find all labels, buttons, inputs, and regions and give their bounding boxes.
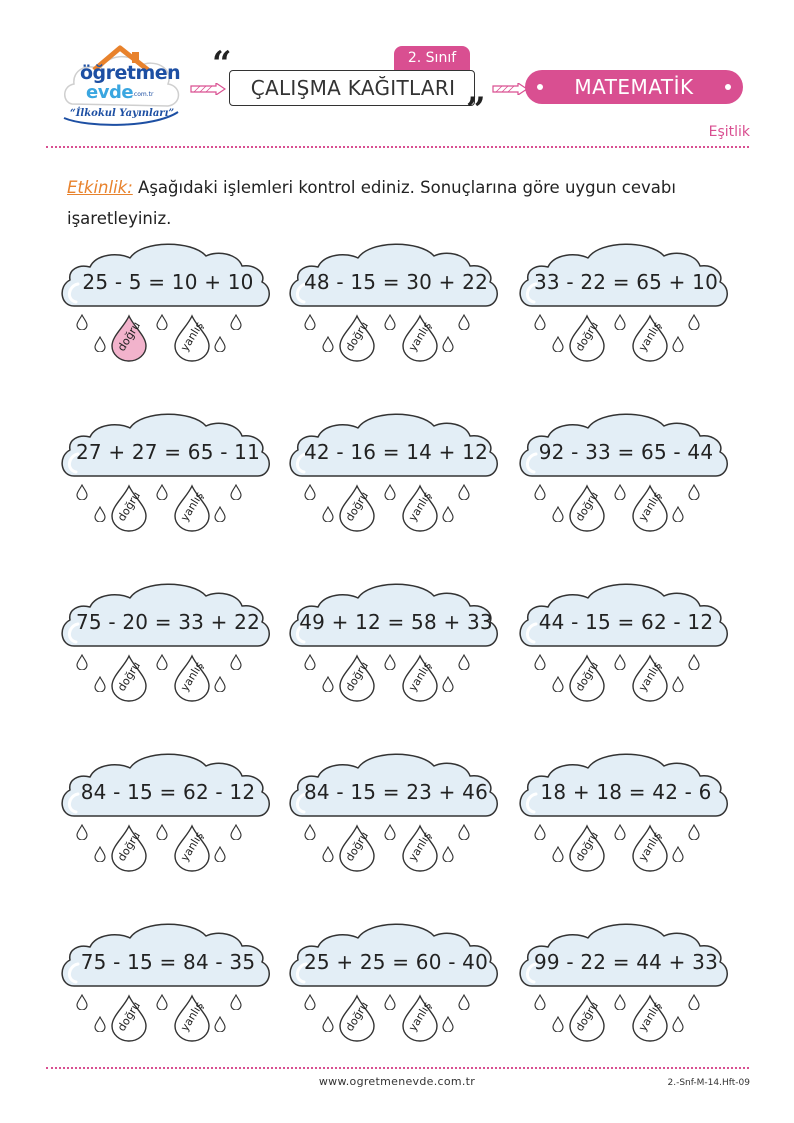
answer-wrong-label: yanlış [177,659,207,694]
raindrop-icon [384,314,396,330]
raindrop-icon [614,654,626,670]
raindrop-icon [322,846,334,862]
raindrop-icon [534,994,546,1010]
answer-wrong-label: yanlış [635,829,665,864]
raindrop-icon [156,484,168,500]
worksheet-title: ÇALIŞMA KAĞITLARI [250,76,456,100]
bullet-icon [725,84,731,90]
answer-wrong-drop[interactable] [401,314,439,362]
answer-wrong-drop[interactable] [173,824,211,872]
answer-wrong-label: yanlış [635,999,665,1034]
raindrop-icon [614,994,626,1010]
raindrop-icon [230,314,242,330]
raindrop-icon [384,994,396,1010]
raindrop-icon [322,1016,334,1032]
raindrop-icon [230,484,242,500]
raindrop-icon [94,506,106,522]
raindrop-icon [76,484,88,500]
answer-wrong-label: yanlış [635,489,665,524]
logo-domain: .com.tr [132,91,154,98]
equation: 42 - 16 = 14 + 12 [303,440,489,464]
answer-correct-label: doğru [114,999,144,1034]
raindrop-icon [230,824,242,840]
exercise-card-5 [284,406,506,556]
raindrop-icon [76,824,88,840]
quote-close-icon: ” [466,90,486,130]
exercise-card-2 [284,236,506,386]
equation: 75 - 15 = 84 - 35 [80,950,256,974]
equation: 18 + 18 = 42 - 6 [540,780,712,804]
exercise-card-3 [514,236,736,386]
raindrop-icon [156,314,168,330]
exercise-card-1 [56,236,278,386]
raindrop-icon [672,506,684,522]
equation: 27 + 27 = 65 - 11 [75,440,261,464]
raindrop-icon [672,676,684,692]
raindrop-icon [614,484,626,500]
answer-correct-drop[interactable] [568,654,606,702]
raindrop-icon [688,824,700,840]
arrow-right-icon [492,83,528,95]
exercise-card-7 [56,576,278,726]
answer-correct-drop[interactable] [568,994,606,1042]
answer-correct-drop[interactable] [110,654,148,702]
raindrop-icon [304,484,316,500]
answer-correct-drop[interactable] [568,824,606,872]
answer-correct-label: doğru [342,829,372,864]
raindrop-icon [156,994,168,1010]
answer-wrong-label: yanlış [177,999,207,1034]
answer-correct-label: doğru [114,489,144,524]
answer-wrong-drop[interactable] [631,654,669,702]
raindrop-icon [384,484,396,500]
raindrop-icon [552,676,564,692]
exercise-card-15 [514,916,736,1066]
equation: 84 - 15 = 62 - 12 [80,780,256,804]
answer-wrong-label: yanlış [405,999,435,1034]
exercise-card-11 [284,746,506,896]
raindrop-icon [442,846,454,862]
subject-label: MATEMATİK [574,75,694,99]
answer-wrong-drop[interactable] [401,484,439,532]
raindrop-icon [442,506,454,522]
answer-correct-label: doğru [342,999,372,1034]
logo-tagline: “İlkokul Yayınları” [70,108,175,119]
answer-wrong-drop[interactable] [173,654,211,702]
bullet-icon [537,84,543,90]
raindrop-icon [230,994,242,1010]
raindrop-icon [156,654,168,670]
exercise-card-6 [514,406,736,556]
activity-label: Etkinlik: [67,178,133,197]
raindrop-icon [442,1016,454,1032]
answer-correct-label: doğru [572,999,602,1034]
exercise-card-13 [56,916,278,1066]
answer-wrong-drop[interactable] [173,314,211,362]
answer-correct-drop[interactable] [338,994,376,1042]
answer-correct-label: doğru [342,659,372,694]
equation: 84 - 15 = 23 + 46 [303,780,489,804]
publisher-logo [58,40,188,130]
answer-correct-label: doğru [572,829,602,864]
logo-text-bottom: evde [86,82,134,103]
topic-label: Eşitlik [708,124,750,140]
answer-correct-label: doğru [114,659,144,694]
answer-wrong-drop[interactable] [631,994,669,1042]
raindrop-icon [442,676,454,692]
raindrop-icon [94,676,106,692]
answer-wrong-label: yanlış [405,829,435,864]
answer-wrong-label: yanlış [177,829,207,864]
raindrop-icon [322,676,334,692]
answer-correct-label: doğru [342,489,372,524]
equation: 92 - 33 = 65 - 44 [538,440,714,464]
equation: 25 - 5 = 10 + 10 [82,270,254,294]
raindrop-icon [156,824,168,840]
raindrop-icon [442,336,454,352]
raindrop-icon [552,506,564,522]
equation: 44 - 15 = 62 - 12 [538,610,714,634]
answer-wrong-drop[interactable] [631,484,669,532]
exercise-card-8 [284,576,506,726]
raindrop-icon [304,314,316,330]
header-divider [46,146,749,148]
raindrop-icon [688,484,700,500]
answer-correct-drop[interactable] [110,484,148,532]
raindrop-icon [458,484,470,500]
raindrop-icon [304,654,316,670]
raindrop-icon [322,336,334,352]
raindrop-icon [552,336,564,352]
raindrop-icon [614,314,626,330]
footer-divider [46,1067,749,1069]
quote-open-icon: “ [212,44,232,84]
raindrop-icon [688,314,700,330]
answer-wrong-label: yanlış [177,319,207,354]
answer-wrong-drop[interactable] [173,484,211,532]
answer-wrong-label: yanlış [177,489,207,524]
subject-badge [525,70,743,104]
raindrop-icon [534,484,546,500]
exercise-card-12 [514,746,736,896]
answer-correct-drop[interactable] [338,824,376,872]
equation: 99 - 22 = 44 + 33 [533,950,719,974]
raindrop-icon [458,824,470,840]
raindrop-icon [214,846,226,862]
answer-correct-drop[interactable] [338,314,376,362]
answer-correct-drop[interactable] [110,824,148,872]
exercise-card-9 [514,576,736,726]
answer-correct-label: doğru [572,319,602,354]
answer-correct-drop[interactable] [110,994,148,1042]
equation: 25 + 25 = 60 - 40 [303,950,489,974]
answer-correct-drop[interactable] [110,314,148,362]
raindrop-icon [458,654,470,670]
arrow-right-icon [190,83,226,95]
raindrop-icon [688,654,700,670]
answer-wrong-drop[interactable] [401,654,439,702]
answer-wrong-drop[interactable] [631,314,669,362]
exercise-card-14 [284,916,506,1066]
answer-correct-label: doğru [572,659,602,694]
answer-wrong-label: yanlış [405,659,435,694]
grade-badge: 2. Sınıf [394,46,470,70]
exercise-card-10 [56,746,278,896]
raindrop-icon [76,994,88,1010]
equation: 33 - 22 = 65 + 10 [533,270,719,294]
raindrop-icon [304,824,316,840]
raindrop-icon [552,1016,564,1032]
answer-wrong-drop[interactable] [401,994,439,1042]
raindrop-icon [214,506,226,522]
raindrop-icon [94,846,106,862]
equation: 49 + 12 = 58 + 33 [299,610,493,634]
answer-wrong-label: yanlış [635,659,665,694]
raindrop-icon [458,994,470,1010]
exercise-card-4 [56,406,278,556]
answer-wrong-label: yanlış [405,319,435,354]
footer-url[interactable]: www.ogretmenevde.com.tr [318,1075,476,1088]
instructions [67,172,727,234]
footer-code: 2.-Snf-M-14.Hft-09 [667,1078,750,1088]
equation: 48 - 15 = 30 + 22 [303,270,489,294]
equation: 75 - 20 = 33 + 22 [75,610,261,634]
answer-correct-label: doğru [114,829,144,864]
answer-wrong-drop[interactable] [401,824,439,872]
answer-correct-drop[interactable] [338,484,376,532]
answer-correct-label: doğru [342,319,372,354]
raindrop-icon [458,314,470,330]
raindrop-icon [534,824,546,840]
logo-text-top: öğretmen [80,62,181,84]
raindrop-icon [76,654,88,670]
raindrop-icon [76,314,88,330]
answer-correct-label: doğru [572,489,602,524]
raindrop-icon [214,336,226,352]
raindrop-icon [214,676,226,692]
raindrop-icon [214,1016,226,1032]
raindrop-icon [230,654,242,670]
instructions-text: Aşağıdaki işlemleri kontrol ediniz. Sonuçlarına göre uygun cevabı işaretleyiniz. [67,178,676,228]
raindrop-icon [688,994,700,1010]
answer-wrong-label: yanlış [635,319,665,354]
raindrop-icon [384,654,396,670]
answer-correct-drop[interactable] [568,314,606,362]
answer-correct-drop[interactable] [338,654,376,702]
raindrop-icon [614,824,626,840]
answer-wrong-drop[interactable] [631,824,669,872]
raindrop-icon [672,846,684,862]
raindrop-icon [94,336,106,352]
raindrop-icon [534,314,546,330]
answer-correct-drop[interactable] [568,484,606,532]
raindrop-icon [534,654,546,670]
raindrop-icon [672,336,684,352]
raindrop-icon [552,846,564,862]
raindrop-icon [384,824,396,840]
answer-correct-label: doğru [114,319,144,354]
raindrop-icon [94,1016,106,1032]
raindrop-icon [304,994,316,1010]
answer-wrong-label: yanlış [405,489,435,524]
answer-wrong-drop[interactable] [173,994,211,1042]
raindrop-icon [672,1016,684,1032]
raindrop-icon [322,506,334,522]
